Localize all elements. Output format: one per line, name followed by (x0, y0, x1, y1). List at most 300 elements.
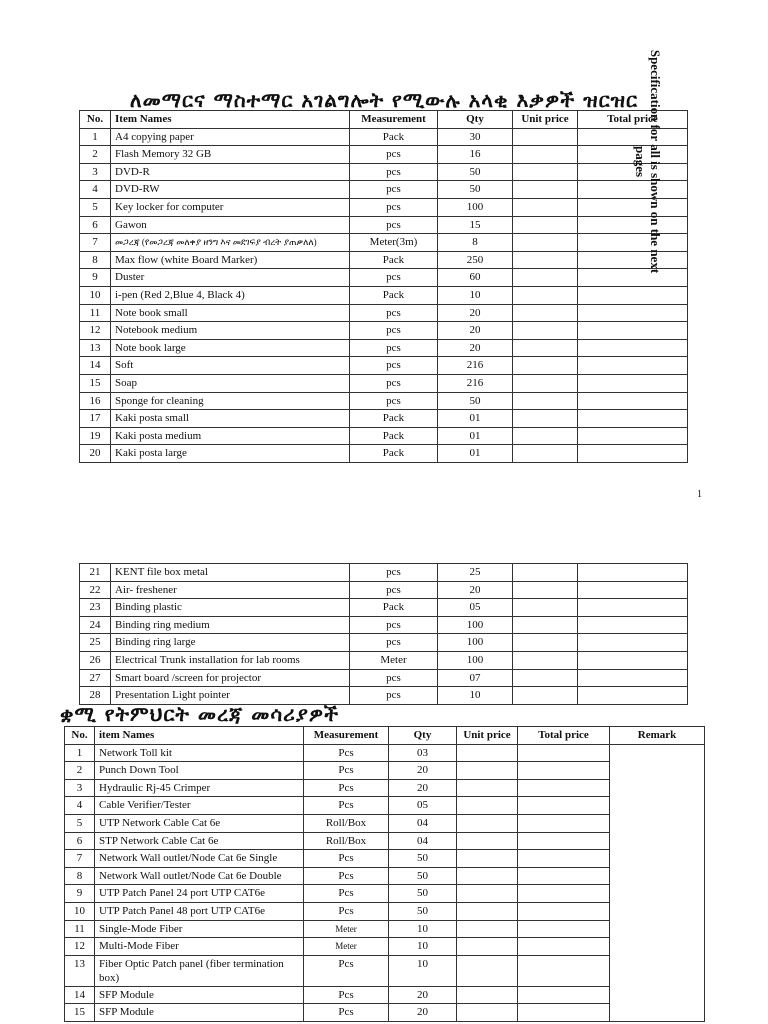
unit-price-cell (513, 286, 578, 304)
quantity: 10 (438, 286, 513, 304)
row-number: 15 (65, 1004, 95, 1022)
row-number: 9 (80, 269, 111, 287)
table-row (80, 669, 688, 687)
total-price-cell (578, 669, 688, 687)
table-row (80, 216, 688, 234)
unit-price-cell (457, 938, 518, 956)
measurement: Meter (304, 938, 389, 956)
row-number: 3 (65, 779, 95, 797)
table-row (80, 128, 688, 146)
table-row (65, 779, 705, 797)
row-number: 11 (65, 920, 95, 938)
total-price-cell (518, 920, 610, 938)
quantity: 50 (438, 181, 513, 199)
quantity: 20 (438, 581, 513, 599)
total-price-cell (518, 797, 610, 815)
row-number: 10 (65, 902, 95, 920)
row-number: 7 (80, 234, 111, 252)
unit-price-cell (513, 234, 578, 252)
table-row (65, 955, 705, 986)
measurement: Pcs (304, 797, 389, 815)
total-price-cell (578, 410, 688, 428)
quantity: 250 (438, 251, 513, 269)
item-name: Kaki posta large (111, 445, 350, 463)
item-name: Notebook medium (111, 322, 350, 340)
total-price-cell (578, 616, 688, 634)
quantity: 20 (438, 339, 513, 357)
unit-price-cell (457, 920, 518, 938)
measurement: Roll/Box (304, 814, 389, 832)
row-number: 13 (80, 339, 111, 357)
table-row (80, 651, 688, 669)
item-name: Kaki posta medium (111, 427, 350, 445)
unit-price-cell (513, 251, 578, 269)
measurement: Pcs (304, 867, 389, 885)
unit-price-cell (513, 410, 578, 428)
item-name: Note book small (111, 304, 350, 322)
quantity: 216 (438, 374, 513, 392)
measurement: pcs (350, 216, 438, 234)
total-price-cell (518, 867, 610, 885)
row-number: 20 (80, 445, 111, 463)
quantity: 20 (389, 762, 457, 780)
row-number: 6 (80, 216, 111, 234)
quantity: 100 (438, 616, 513, 634)
unit-price-cell (457, 850, 518, 868)
table-row (80, 251, 688, 269)
item-name: Network Toll kit (95, 744, 304, 762)
table-row (80, 564, 688, 582)
measurement: Pcs (304, 850, 389, 868)
measurement: pcs (350, 564, 438, 582)
table-row (65, 885, 705, 903)
table-row (80, 616, 688, 634)
quantity: 216 (438, 357, 513, 375)
table-row (80, 427, 688, 445)
measurement: Pcs (304, 779, 389, 797)
table-row (80, 392, 688, 410)
row-number: 15 (80, 374, 111, 392)
measurement: Pcs (304, 885, 389, 903)
measurement: Pack (350, 410, 438, 428)
table-row (65, 1004, 705, 1022)
unit-price-cell (513, 269, 578, 287)
quantity: 05 (438, 599, 513, 617)
measurement: Pack (350, 251, 438, 269)
quantity: 04 (389, 832, 457, 850)
row-number: 21 (80, 564, 111, 582)
quantity: 10 (438, 687, 513, 705)
item-name: Flash Memory 32 GB (111, 146, 350, 164)
total-price-cell (578, 357, 688, 375)
item-name: Soap (111, 374, 350, 392)
unit-price-cell (513, 581, 578, 599)
page-number: 1 (697, 489, 702, 500)
item-name: SFP Module (95, 986, 304, 1004)
unit-price-cell (457, 762, 518, 780)
item-name: Electrical Trunk installation for lab rooms (111, 651, 350, 669)
total-price-cell (578, 634, 688, 652)
quantity: 50 (438, 392, 513, 410)
item-name: መጋረጃ (የመጋረጃ መለቀያ ዘንግ እና መደገፍያ ብረት ያጠቃለለ) (111, 234, 350, 252)
unit-price-cell (513, 181, 578, 199)
quantity: 100 (438, 634, 513, 652)
total-price-cell (578, 564, 688, 582)
table-header-row (65, 727, 705, 745)
total-price-cell (578, 427, 688, 445)
measurement: pcs (350, 616, 438, 634)
col-header-no: No. (65, 727, 95, 745)
measurement: Pcs (304, 986, 389, 1004)
measurement: Pack (350, 128, 438, 146)
unit-price-cell (457, 814, 518, 832)
row-number: 6 (65, 832, 95, 850)
consumables-table-continued (79, 563, 688, 705)
total-price-cell (518, 938, 610, 956)
item-name: Gawon (111, 216, 350, 234)
item-name: Soft (111, 357, 350, 375)
unit-price-cell (513, 669, 578, 687)
row-number: 7 (65, 850, 95, 868)
item-name: i-pen (Red 2,Blue 4, Black 4) (111, 286, 350, 304)
item-name: Network Wall outlet/Node Cat 6e Single (95, 850, 304, 868)
quantity: 16 (438, 146, 513, 164)
unit-price-cell (513, 634, 578, 652)
table-row (80, 198, 688, 216)
measurement: pcs (350, 322, 438, 340)
total-price-cell (578, 581, 688, 599)
measurement: Meter (350, 651, 438, 669)
table-row (80, 410, 688, 428)
measurement: pcs (350, 581, 438, 599)
total-price-cell (518, 744, 610, 762)
quantity: 50 (389, 885, 457, 903)
unit-price-cell (513, 616, 578, 634)
total-price-cell (518, 779, 610, 797)
row-number: 23 (80, 599, 111, 617)
item-name: Multi-Mode Fiber (95, 938, 304, 956)
item-name: Duster (111, 269, 350, 287)
table-row (80, 581, 688, 599)
measurement: pcs (350, 374, 438, 392)
measurement: pcs (350, 163, 438, 181)
table-row (80, 181, 688, 199)
table-row (65, 762, 705, 780)
quantity: 04 (389, 814, 457, 832)
unit-price-cell (457, 832, 518, 850)
measurement: Pack (350, 599, 438, 617)
row-number: 4 (80, 181, 111, 199)
quantity: 25 (438, 564, 513, 582)
table-row (65, 938, 705, 956)
unit-price-cell (457, 1004, 518, 1022)
item-name: Key locker for computer (111, 198, 350, 216)
total-price-cell (518, 955, 610, 986)
item-name: Air- freshener (111, 581, 350, 599)
page-title: ለመማርና ማስተማር አገልግሎት የሚውሉ አላቂ እቃዎች ዝርዝር (129, 88, 639, 112)
quantity: 8 (438, 234, 513, 252)
measurement: Pcs (304, 902, 389, 920)
unit-price-cell (513, 198, 578, 216)
item-name: Sponge for cleaning (111, 392, 350, 410)
item-name: DVD-R (111, 163, 350, 181)
row-number: 9 (65, 885, 95, 903)
item-name: Kaki posta small (111, 410, 350, 428)
item-name: Max flow (white Board Marker) (111, 251, 350, 269)
table-row (80, 339, 688, 357)
quantity: 01 (438, 410, 513, 428)
item-name: UTP Network Cable Cat 6e (95, 814, 304, 832)
unit-price-cell (513, 146, 578, 164)
col-header-unit-price: Unit price (457, 727, 518, 745)
row-number: 28 (80, 687, 111, 705)
table-row (65, 902, 705, 920)
col-header-item-names: item Names (95, 727, 304, 745)
total-price-cell (518, 986, 610, 1004)
table-row (80, 445, 688, 463)
measurement: Roll/Box (304, 832, 389, 850)
row-number: 11 (80, 304, 111, 322)
quantity: 07 (438, 669, 513, 687)
measurement: Meter(3m) (350, 234, 438, 252)
item-name: Note book large (111, 339, 350, 357)
table-row (80, 634, 688, 652)
unit-price-cell (513, 564, 578, 582)
unit-price-cell (513, 599, 578, 617)
table-row (80, 599, 688, 617)
row-number: 17 (80, 410, 111, 428)
unit-price-cell (513, 651, 578, 669)
measurement: Pack (350, 445, 438, 463)
table-row (80, 374, 688, 392)
measurement: Pack (350, 427, 438, 445)
row-number: 8 (80, 251, 111, 269)
total-price-cell (578, 322, 688, 340)
col-header-no: No. (80, 111, 111, 129)
table-row (65, 797, 705, 815)
row-number: 14 (65, 986, 95, 1004)
table-row (65, 832, 705, 850)
quantity: 15 (438, 216, 513, 234)
consumables-table (79, 110, 688, 463)
measurement: pcs (350, 269, 438, 287)
unit-price-cell (513, 322, 578, 340)
quantity: 50 (389, 867, 457, 885)
col-header-qty: Qty (438, 111, 513, 129)
row-number: 16 (80, 392, 111, 410)
quantity: 01 (438, 445, 513, 463)
table-row (80, 286, 688, 304)
unit-price-cell (457, 779, 518, 797)
total-price-cell (518, 832, 610, 850)
quantity: 20 (438, 322, 513, 340)
unit-price-cell (513, 687, 578, 705)
item-name: KENT file box metal (111, 564, 350, 582)
row-number: 5 (65, 814, 95, 832)
row-number: 27 (80, 669, 111, 687)
row-number: 8 (65, 867, 95, 885)
quantity: 01 (438, 427, 513, 445)
quantity: 50 (389, 902, 457, 920)
row-number: 12 (80, 322, 111, 340)
unit-price-cell (457, 902, 518, 920)
total-price-cell (518, 850, 610, 868)
item-name: Single-Mode Fiber (95, 920, 304, 938)
item-name: Smart board /screen for projector (111, 669, 350, 687)
unit-price-cell (513, 128, 578, 146)
item-name: STP Network Cable Cat 6e (95, 832, 304, 850)
item-name: Binding ring large (111, 634, 350, 652)
measurement: pcs (350, 392, 438, 410)
unit-price-cell (513, 216, 578, 234)
unit-price-cell (513, 392, 578, 410)
measurement: pcs (350, 339, 438, 357)
section-title: ቋሚ የትምህርት መረጃ መሳሪያዎች (60, 702, 340, 726)
remark-note-box (610, 34, 700, 289)
total-price-cell (578, 286, 688, 304)
item-name: Presentation Light pointer (111, 687, 350, 705)
measurement: pcs (350, 146, 438, 164)
total-price-cell (578, 651, 688, 669)
unit-price-cell (513, 445, 578, 463)
row-number: 10 (80, 286, 111, 304)
item-name: Cable Verifier/Tester (95, 797, 304, 815)
quantity: 50 (438, 163, 513, 181)
table-header-row (80, 111, 688, 129)
col-header-total-price: Total price (578, 111, 688, 129)
quantity: 50 (389, 850, 457, 868)
total-price-cell (578, 599, 688, 617)
unit-price-cell (457, 885, 518, 903)
table-row (65, 920, 705, 938)
measurement: Pcs (304, 762, 389, 780)
total-price-cell (578, 374, 688, 392)
quantity: 20 (389, 779, 457, 797)
table-row (80, 146, 688, 164)
quantity: 10 (389, 938, 457, 956)
total-price-cell (578, 304, 688, 322)
unit-price-cell (457, 986, 518, 1004)
table-row (80, 357, 688, 375)
quantity: 20 (389, 1004, 457, 1022)
quantity: 60 (438, 269, 513, 287)
measurement: pcs (350, 669, 438, 687)
unit-price-cell (513, 374, 578, 392)
measurement: pcs (350, 687, 438, 705)
unit-price-cell (513, 304, 578, 322)
total-price-cell (518, 902, 610, 920)
measurement: Pack (350, 286, 438, 304)
total-price-cell (578, 687, 688, 705)
unit-price-cell (513, 163, 578, 181)
total-price-cell (578, 392, 688, 410)
measurement: Meter (304, 920, 389, 938)
table-row (65, 850, 705, 868)
quantity: 05 (389, 797, 457, 815)
row-number: 19 (80, 427, 111, 445)
table-row (80, 234, 688, 252)
item-name: Hydraulic Rj-45 Crimper (95, 779, 304, 797)
unit-price-cell (457, 797, 518, 815)
col-header-total-price: Total price (518, 727, 610, 745)
measurement: Pcs (304, 1004, 389, 1022)
quantity: 20 (438, 304, 513, 322)
table-row (65, 744, 705, 762)
col-header-qty: Qty (389, 727, 457, 745)
total-price-cell (518, 814, 610, 832)
item-name: A4 copying paper (111, 128, 350, 146)
quantity: 100 (438, 198, 513, 216)
unit-price-cell (513, 427, 578, 445)
col-header-measurement: Measurement (350, 111, 438, 129)
quantity: 10 (389, 920, 457, 938)
item-name: UTP Patch Panel 24 port UTP CAT6e (95, 885, 304, 903)
measurement: pcs (350, 198, 438, 216)
row-number: 2 (65, 762, 95, 780)
total-price-cell (518, 762, 610, 780)
row-number: 13 (65, 955, 95, 986)
item-name: Network Wall outlet/Node Cat 6e Double (95, 867, 304, 885)
total-price-cell (578, 445, 688, 463)
row-number: 2 (80, 146, 111, 164)
quantity: 20 (389, 986, 457, 1004)
row-number: 22 (80, 581, 111, 599)
row-number: 12 (65, 938, 95, 956)
table-row (80, 322, 688, 340)
row-number: 1 (80, 128, 111, 146)
unit-price-cell (513, 357, 578, 375)
row-number: 5 (80, 198, 111, 216)
col-header-remark: Remark (610, 727, 705, 745)
quantity: 100 (438, 651, 513, 669)
quantity: 30 (438, 128, 513, 146)
equipment-table (64, 726, 705, 1022)
remark-note: Specification for all is shown on the next pages (633, 49, 663, 274)
measurement: pcs (350, 181, 438, 199)
remark-cell (610, 744, 705, 1021)
row-number: 14 (80, 357, 111, 375)
row-number: 25 (80, 634, 111, 652)
table-row (65, 867, 705, 885)
quantity: 03 (389, 744, 457, 762)
item-name: SFP Module (95, 1004, 304, 1022)
table-row (80, 163, 688, 181)
row-number: 24 (80, 616, 111, 634)
item-name: Punch Down Tool (95, 762, 304, 780)
table-row (65, 814, 705, 832)
row-number: 1 (65, 744, 95, 762)
unit-price-cell (457, 744, 518, 762)
measurement: pcs (350, 634, 438, 652)
total-price-cell (578, 339, 688, 357)
item-name: UTP Patch Panel 48 port UTP CAT6e (95, 902, 304, 920)
unit-price-cell (513, 339, 578, 357)
table-row (80, 304, 688, 322)
row-number: 3 (80, 163, 111, 181)
total-price-cell (518, 885, 610, 903)
row-number: 4 (65, 797, 95, 815)
unit-price-cell (457, 867, 518, 885)
measurement: Pcs (304, 955, 389, 986)
measurement: pcs (350, 357, 438, 375)
col-header-measurement: Measurement (304, 727, 389, 745)
unit-price-cell (457, 955, 518, 986)
item-name: Binding ring medium (111, 616, 350, 634)
col-header-item-names: Item Names (111, 111, 350, 129)
measurement: pcs (350, 304, 438, 322)
item-name: DVD-RW (111, 181, 350, 199)
item-name: Binding plastic (111, 599, 350, 617)
